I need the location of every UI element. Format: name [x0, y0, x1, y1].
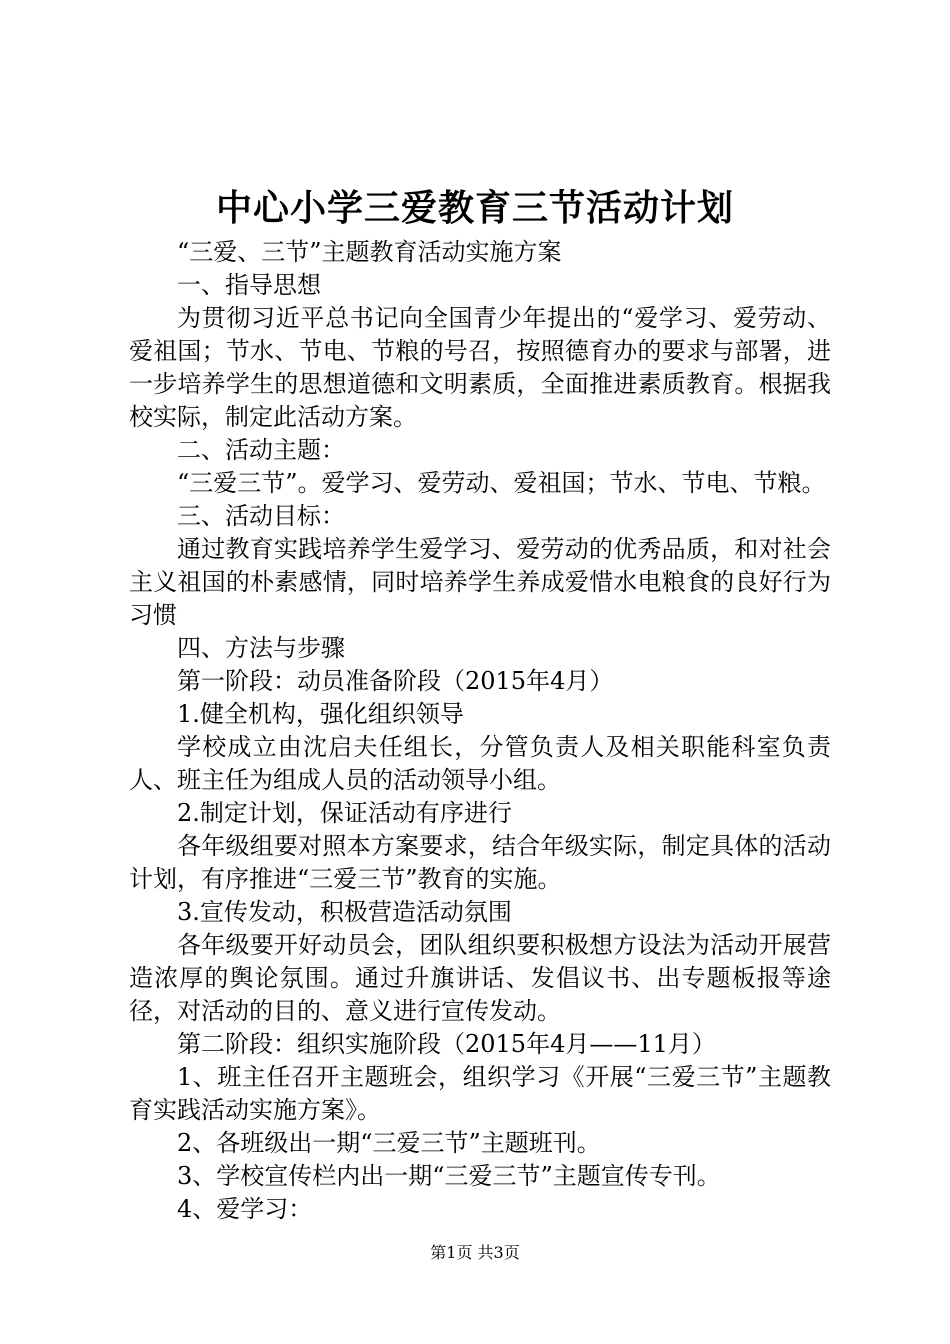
paragraph: “三爱三节”。爱学习、爱劳动、爱祖国；节水、节电、节粮。 — [177, 469, 826, 497]
page-footer: 第1页 共3页 — [430, 1243, 520, 1262]
paragraph: 3.宣传发动，积极营造活动氛围 — [177, 898, 512, 926]
paragraph: 四、方法与步骤 — [177, 634, 345, 662]
paragraph: 1、班主任召开主题班会，组织学习《开展“三爱三节”主题教育实践活动实施方案》。 — [129, 1063, 831, 1124]
paragraph: 通过教育实践培养学生爱学习、爱劳动的优秀品质，和对社会主义祖国的朴素感情，同时培养学生养成爱惜水电粮食的良好行为习惯 — [129, 535, 831, 629]
paragraph: 第二阶段：组织实施阶段（2015年4月——11月） — [177, 1030, 716, 1058]
document-title: 中心小学三爱教育三节活动计划 — [215, 188, 734, 229]
paragraph: 二、活动主题： — [177, 436, 345, 464]
paragraph: 为贯彻习近平总书记向全国青少年提出的“爱学习、爱劳动、爱祖国；节水、节电、节粮的号召，按照德育办的要求与部署，进一步培养学生的思想道德和文明素质，全面推进素质教育。根据我校实际，制定此活动方案。 — [129, 304, 831, 431]
paragraph: 三、活动目标： — [177, 502, 345, 530]
paragraph: “三爱、三节”主题教育活动实施方案 — [177, 238, 562, 266]
paragraph: 学校成立由沈启夫任组长，分管负责人及相关职能科室负责人、班主任为组成人员的活动领导小组。 — [129, 733, 831, 794]
paragraph: 2.制定计划，保证活动有序进行 — [177, 799, 512, 827]
paragraph: 2、各班级出一期“三爱三节”主题班刊。 — [177, 1129, 601, 1157]
document-body — [129, 236, 831, 1226]
paragraph: 各年级组要对照本方案要求，结合年级实际，制定具体的活动计划，有序推进“三爱三节”教育的实施。 — [129, 832, 831, 893]
paragraph: 4、爱学习： — [177, 1195, 313, 1223]
paragraph: 一、指导思想 — [177, 271, 321, 299]
paragraph: 各年级要开好动员会，团队组织要积极想方设法为活动开展营造浓厚的舆论氛围。通过升旗讲话、发倡议书、出专题板报等途径，对活动的目的、意义进行宣传发动。 — [129, 931, 831, 1025]
paragraph: 1.健全机构，强化组织领导 — [177, 700, 464, 728]
paragraph: 3、学校宣传栏内出一期“三爱三节”主题宣传专刊。 — [177, 1162, 721, 1190]
paragraph: 第一阶段：动员准备阶段（2015年4月） — [177, 667, 614, 695]
